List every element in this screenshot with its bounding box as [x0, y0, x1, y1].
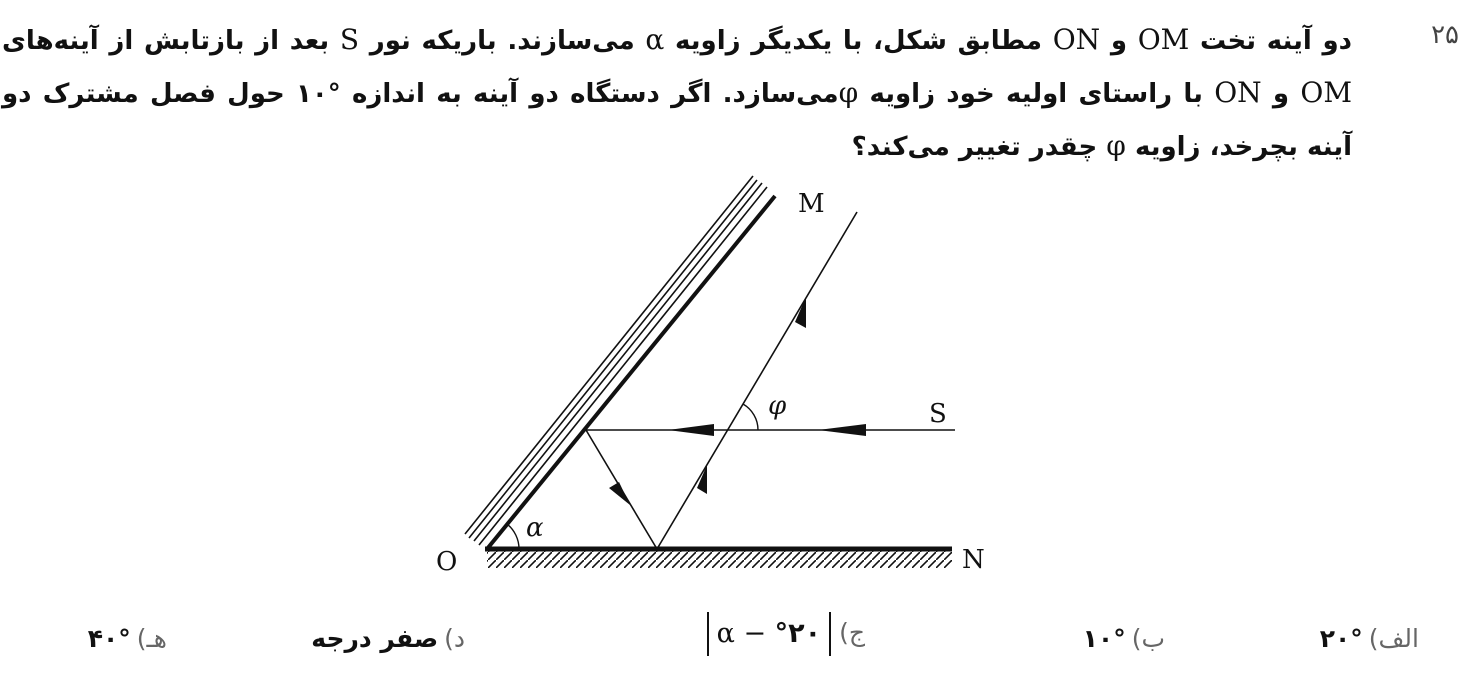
option-a-label: الف) [1368, 624, 1419, 653]
label-m: M [798, 189, 825, 219]
option-c-alpha: α − [716, 618, 775, 649]
q-text-part: و [1100, 26, 1138, 56]
q-phi-symbol: φ [838, 76, 859, 109]
q-text-part: با راستای اولیه خود زاویه [858, 79, 1215, 109]
q-text-part: چقدر تغییر می‌کند؟ [851, 132, 1107, 162]
phi-arc [743, 404, 758, 430]
q-text-part: می‌سازد. اگر دستگاه دو آینه به اندازه [340, 79, 839, 109]
alpha-arc [507, 524, 519, 549]
arrow-head [818, 424, 866, 436]
option-b-label: ب) [1131, 624, 1165, 653]
q-text-part: دو آینه تخت [1189, 26, 1352, 56]
q-mirror-om: OM [1137, 23, 1190, 56]
q-text-part: و [1261, 79, 1301, 109]
q-mirror-om: OM [1300, 76, 1352, 109]
q-mirror-on: ON [1214, 76, 1262, 109]
label-o: O [436, 547, 458, 577]
reflected-ray-2 [657, 212, 857, 549]
arrow-head [668, 424, 714, 436]
label-alpha: α [526, 513, 544, 543]
option-e[interactable] [88, 624, 167, 653]
option-c[interactable] [707, 612, 865, 656]
q-alpha-symbol: α [645, 23, 665, 56]
label-n: N [962, 545, 985, 575]
option-d-label: د) [444, 624, 465, 653]
q-text-part: بعد از بازتابش از آینه‌های [2, 26, 340, 56]
option-d-value: صفر درجه [311, 624, 439, 653]
q-text-part: حول فصل مشترک دو آینه بچرخد، زاویه [2, 79, 1352, 162]
q-source-s: S [339, 23, 360, 56]
q-phi-symbol: φ [1106, 129, 1126, 162]
label-phi: φ [768, 391, 787, 421]
option-a-value: °۲۰ [1319, 624, 1363, 653]
option-d[interactable] [311, 624, 465, 653]
q-ten-degrees: °۱۰ [296, 79, 341, 109]
option-b-value: °۱۰ [1082, 624, 1126, 653]
option-c-label: ج) [839, 618, 865, 647]
question-number: ۲۵ [1431, 20, 1459, 50]
q-text-part: مطابق شکل، با یکدیگر زاویه [664, 26, 1053, 56]
mirror-om [487, 196, 775, 549]
option-a[interactable] [1320, 624, 1419, 653]
q-text-part: می‌سازند. باریکه نور [359, 26, 646, 56]
arrow-head [609, 482, 630, 505]
option-c-number: °۲۰ [774, 618, 822, 649]
option-e-value: °۴۰ [87, 624, 131, 653]
option-e-label: هـ) [136, 624, 167, 653]
option-c-value [707, 612, 832, 656]
mirror-on-hatch [487, 551, 952, 568]
label-s: S [929, 399, 947, 429]
q-mirror-on: ON [1052, 23, 1101, 56]
option-b[interactable] [1083, 624, 1165, 653]
